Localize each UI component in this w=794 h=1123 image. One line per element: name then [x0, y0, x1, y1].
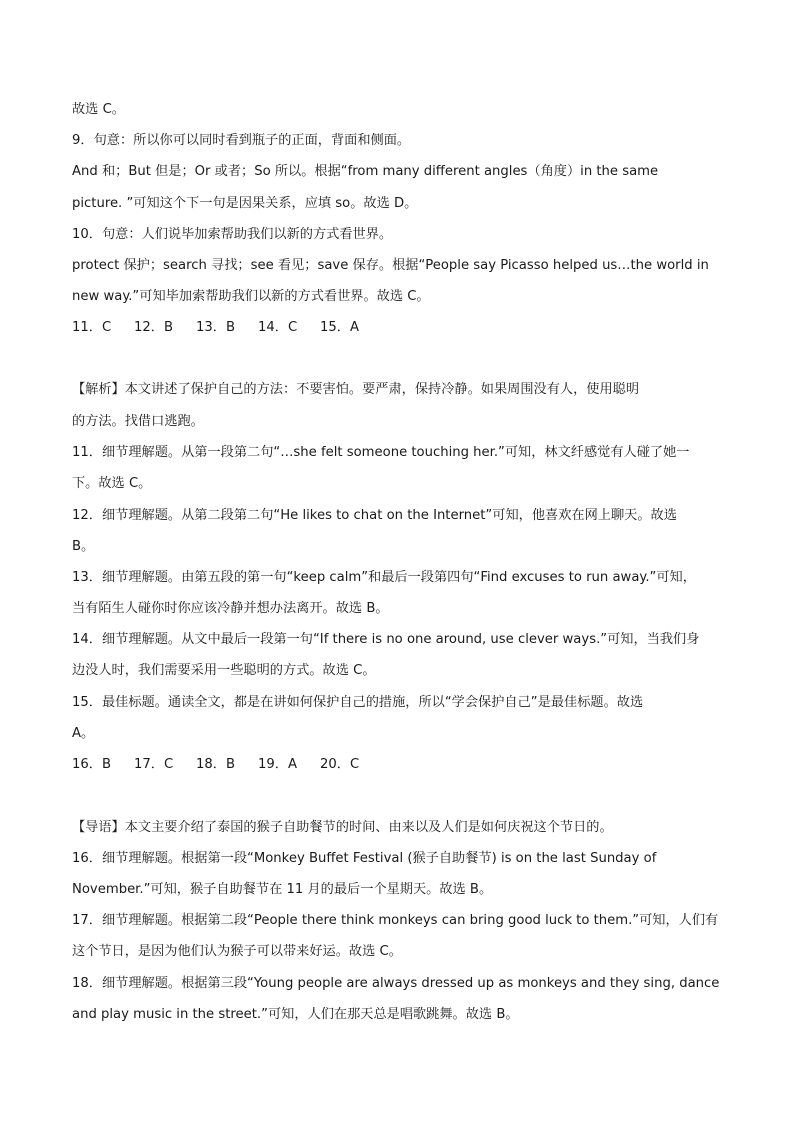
- text-line: 边没人时，我们需要采用一些聪明的方式。故选 C。: [72, 663, 376, 678]
- text-line: protect 保护；search 寻找；see 看见；save 保存。根据“People say Picasso helped us…the world in: [72, 258, 709, 273]
- answer-item: 17．C: [134, 757, 174, 772]
- answer-item: 14．C: [258, 320, 298, 335]
- answer-item: 15．A: [320, 320, 359, 335]
- text-line: 11．细节理解题。从第一段第二句“…she felt someone touching her.”可知，林文纤感觉有人碰了她一: [72, 445, 690, 460]
- text-line: A。: [72, 726, 95, 741]
- text-line: 下。故选 C。: [72, 476, 152, 491]
- text-line: 14．细节理解题。从文中最后一段第一句“If there is no one around, use clever ways.”可知，当我们身: [72, 632, 700, 647]
- text-line: 10．句意：人们说毕加索帮助我们以新的方式看世界。: [72, 227, 393, 242]
- answer-key-row: [72, 318, 382, 338]
- answer-item: 18．B: [196, 757, 236, 772]
- text-line: picture. ”可知这个下一句是因果关系，应填 so。故选 D。: [72, 196, 418, 211]
- text-line: B。: [72, 539, 95, 554]
- text-line: 18．细节理解题。根据第三段“Young people are always dressed up as monkeys and they sing, dance: [72, 976, 720, 991]
- answer-key-row: [72, 755, 382, 775]
- text-line: 12．细节理解题。从第二段第二句“He likes to chat on the Internet”可知，他喜欢在网上聊天。故选: [72, 508, 677, 523]
- text-line: 17．细节理解题。根据第二段“People there think monkeys can bring good luck to them.”可知，人们有: [72, 913, 719, 928]
- text-line: 15．最佳标题。通读全文，都是在讲如何保护自己的措施，所以“学会保护自己”是最佳标题。故选: [72, 695, 644, 710]
- answer-item: 19．A: [258, 757, 297, 772]
- answer-item: 16．B: [72, 757, 112, 772]
- text-line: 这个节日，是因为他们认为猴子可以带来好运。故选 C。: [72, 944, 402, 959]
- text-line: new way.”可知毕加索帮助我们以新的方式看世界。故选 C。: [72, 289, 430, 304]
- text-line: and play music in the street.”可知，人们在那天总是唱歌跳舞。故选 B。: [72, 1007, 519, 1022]
- text-line: 的方法。找借口逃跑。: [72, 414, 204, 429]
- answer-item: 12．B: [134, 320, 174, 335]
- text-line: 故选 C。: [72, 102, 125, 117]
- section-heading: 【解析】本文讲述了保护自己的方法：不要害怕。要严肃，保持冷静。如果周围没有人，使用聪明: [72, 382, 640, 397]
- section-heading: 【导语】本文主要介绍了泰国的猴子自助餐节的时间、由来以及人们是如何庆祝这个节日的。: [72, 820, 613, 835]
- text-line: 9．句意：所以你可以同时看到瓶子的正面，背面和侧面。: [72, 133, 411, 148]
- answer-item: 20．C: [320, 757, 360, 772]
- text-line: 16．细节理解题。根据第一段“Monkey Buffet Festival (猴子自助餐节) is on the last Sunday of: [72, 851, 657, 866]
- text-line: 当有陌生人碰你时你应该冷静并想办法离开。故选 B。: [72, 601, 389, 616]
- answer-item: 11．C: [72, 320, 112, 335]
- text-line: And 和；But 但是；Or 或者；So 所以。根据“from many different angles（角度）in the same: [72, 164, 659, 179]
- answer-item: 13．B: [196, 320, 236, 335]
- text-line: 13．细节理解题。由第五段的第一句“keep calm”和最后一段第四句“Find excuses to run away.”可知，: [72, 570, 696, 585]
- text-line: November.”可知，猴子自助餐节在 11 月的最后一个星期天。故选 B。: [72, 882, 493, 897]
